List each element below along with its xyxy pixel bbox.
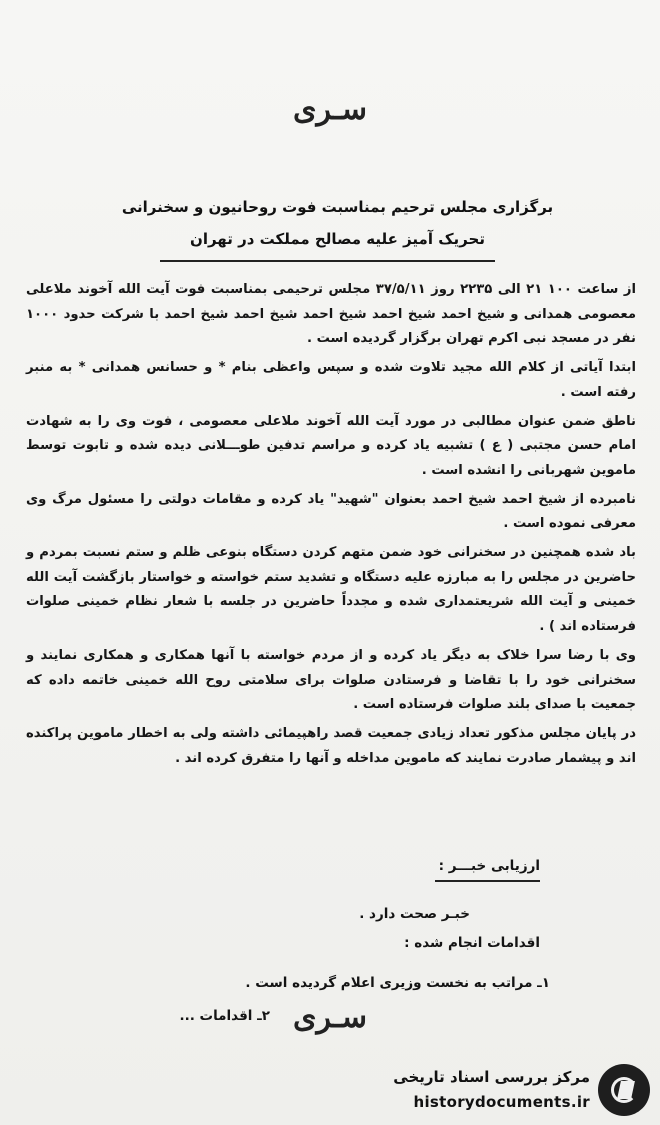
report-paragraph: در پایان مجلس مذکور تعداد زیادی جمعیت قصد راهپیمائی داشته ولی به اخطار ماموین پراکنده اند و پیشمار صادرت نمایند که ماموین مداخله و آنها را متفرق کرده اند . <box>26 725 636 766</box>
report-paragraph: نامبرده از شیخ احمد شیخ احمد بعنوان "شهید" یاد کرده و مقامات دولتی را مسئول مرگ وی معرفی نموده است . <box>26 491 636 532</box>
report-paragraph: از ساعت ۱۰۰ ۲۱ الی ۲۲۳۵ روز ۳۷/۵/۱۱ مجلس ترحیمی بمناسبت فوت آیت الله آخوند ملاعلی معصومی همدانی و شیخ احمد شیخ احمد شیخ احمد شیخ احمد شیخ احمد با شرکت حدود ۱۰۰۰ نفر در مسجد نبی اکرم تهران برگزار گردیده است . <box>26 282 636 347</box>
classification-bottom: سـری <box>293 1000 367 1035</box>
actions-label: اقدامات انجام شده : <box>404 935 540 951</box>
report-body <box>26 278 636 775</box>
report-paragraph: وی با رضا سرا خلاک به دیگر یاد کرده و از مردم خواسته با آنها همکاری و همکاری نمایند و سخنرانی خود را با تقاضا و فرستادن صلوات برای سلامتی روح الله خمینی خاتمه داده که جمعیت با صدای بلند صلوات فرستاده است . <box>26 647 636 713</box>
heading-underline <box>160 260 495 262</box>
action-item-2: ۲ـ اقدامات ... <box>179 1008 270 1024</box>
report-paragraph: باد شده همچنین در سخنرانی خود ضمن متهم کردن دستگاه بنوعی ظلم و ستم نسبت بمردم و حاضرین در مجلس را به مبارزه علیه دستگاه و تشدید ستم خواسته و خواستار بازگشت آیت الله خمینی و آیت الله شریعتمداری شده و مجدداً حاضرین در جلسه با شعار نظام خمینی صلوات فرستاده اند ) . <box>26 545 636 635</box>
report-paragraph: ابتدا آیاتی از کلام الله مجید تلاوت شده و سپس واعظی بنام * و حسانس همدانی * به منبر رفته است . <box>26 360 636 400</box>
document-heading-line1: برگزاری مجلس ترحیم بمناسبت فوت روحانیون و سخنرانی <box>121 198 554 216</box>
archive-watermark <box>360 1060 660 1125</box>
action-item-1: ۱ـ مراتب به نخست وزیری اعلام گردیده است . <box>245 975 550 991</box>
archive-logo-icon <box>598 1064 650 1116</box>
document-heading-line2: تحریک آمیز علیه مصالح مملکت در تهران <box>190 230 485 248</box>
report-paragraph: ناطق ضمن عنوان مطالبی در مورد آیت الله آخوند ملاعلی معصومی ، فوت وی را به شهادت امام حسن مجتبی ( ع ) تشبیه یاد کرده و مراسم تدفین طوـــلانی دیده شده و تابوت توسط ماموین شهربانی را انشده است . <box>26 413 636 478</box>
evaluation-underline <box>435 880 540 882</box>
classification-top: سـری <box>293 92 367 127</box>
archive-url[interactable]: historydocuments.ir <box>413 1093 590 1111</box>
evaluation-label: ارزیابی خبـــر : <box>438 858 540 874</box>
evaluation-value: خبـر صحت دارد . <box>359 906 470 922</box>
archive-name: مرکز بررسی اسناد تاریخی <box>393 1068 590 1086</box>
